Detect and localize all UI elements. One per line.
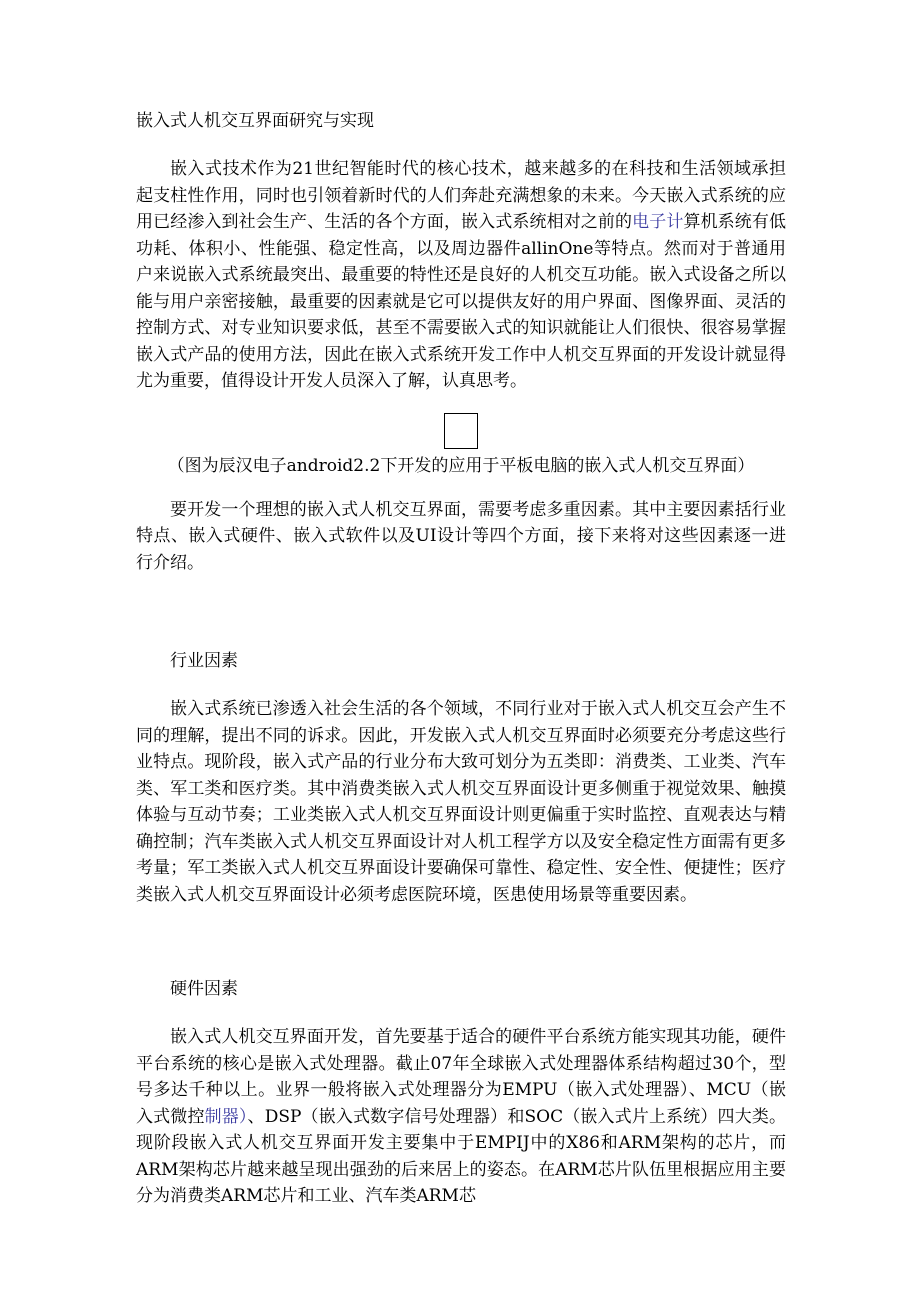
intro-paragraph bbox=[136, 156, 786, 395]
spacer bbox=[136, 908, 786, 976]
document-page bbox=[136, 108, 786, 1210]
section-heading-industry: 行业因素 bbox=[170, 651, 238, 671]
figure-caption: （图为辰汉电子android2.2下开发的应用于平板电脑的嵌入式人机交互界面） bbox=[167, 455, 755, 476]
spacer bbox=[136, 576, 786, 648]
intro-text-end: 算机系统有低功耗、体积小、性能强、稳定性高，以及周边器件allinOne等特点。然而对于普通用户来说嵌入式系统最突出、最重要的特性还是良好的人机交互功能。嵌入式设备之所以能与用户亲密接触，最重要的因素就是它可以提供友好的用户界面、图像界面、灵活的控制方式、对专业知识要求低，甚至不需要嵌入式的知识就能让人们很快、很容易掌握嵌入式产品的使用方法，因此在嵌入式系统开发工作中人机交互界面的开发设计就显得尤为重要，值得设计开发人员深入了解，认真思考。 bbox=[136, 212, 787, 391]
figure-placeholder-image bbox=[444, 413, 478, 449]
hardware-text-end: 、DSP（嵌入式数字信号处理器）和SOC（嵌入式片上系统）四大类。现阶段嵌入式人机交互界面开发主要集中于EMPIJ中的X86和ARM架构的芯片，而ARM架构芯片越来越呈现出强劲的后来居上的姿态。在ARM芯片队伍里根据应用主要分为消费类ARM芯片和工业、汽车类ARM芯 bbox=[136, 1106, 787, 1206]
document-title: 嵌入式人机交互界面研究与实现 bbox=[136, 111, 374, 131]
hardware-text-start: 嵌入式人机交互界面开发，首先要基于适合的硬件平台系统方能实现其功能，硬件平台系统的核心是嵌入式处理器。截止07年全球嵌入式处理器体系结构超过30个，型号多达千种以上。业界一般将嵌入式处理器分为EMPU（嵌入式处理器）、MCU（嵌入式微控 bbox=[136, 1027, 786, 1127]
section-heading-hardware: 硬件因素 bbox=[170, 979, 238, 999]
hardware-paragraph bbox=[136, 1024, 786, 1210]
hardware-link[interactable]: 制器） bbox=[204, 1106, 248, 1127]
factors-paragraph: 要开发一个理想的嵌入式人机交互界面，需要考虑多重因素。其中主要因素括行业特点、嵌入式硬件、嵌入式软件以及UI设计等四个方面，接下来将对这些因素逐一进行介绍。 bbox=[136, 499, 786, 573]
intro-text-start: 嵌入式技术作为21世纪智能时代的核心技术，越来越多的在科技和生活领域承担起支柱性作用，同时也引领着新时代的人们奔赴充满想象的未来。今天嵌入式系统的应用已经渗入到社会生产、生活的各个方面，嵌入式系统相对之前的 bbox=[136, 159, 786, 232]
intro-link[interactable]: 电子计 bbox=[632, 212, 684, 232]
industry-paragraph: 嵌入式系统已渗透入社会生活的各个领域，不同行业对于嵌入式人机交互会产生不同的理解，提出不同的诉求。因此，开发嵌入式人机交互界面时必须要充分考虑这些行业特点。现阶段，嵌入式产品的行业分布大致可划分为五类即：消费类、工业类、汽车类、军工类和医疗类。其中消费类嵌入式人机交互界面设计更多侧重于视觉效果、触摸体验与互动节奏；工业类嵌入式人机交互界面设计则更偏重于实时监控、直观表达与精确控制；汽车类嵌入式人机交互界面设计对人机工程学方以及安全稳定性方面需有更多考量；军工类嵌入式人机交互界面设计要确保可靠性、稳定性、安全性、便捷性；医疗类嵌入式人机交互界面设计必须考虑医院环境，医患使用场景等重要因素。 bbox=[136, 699, 786, 905]
